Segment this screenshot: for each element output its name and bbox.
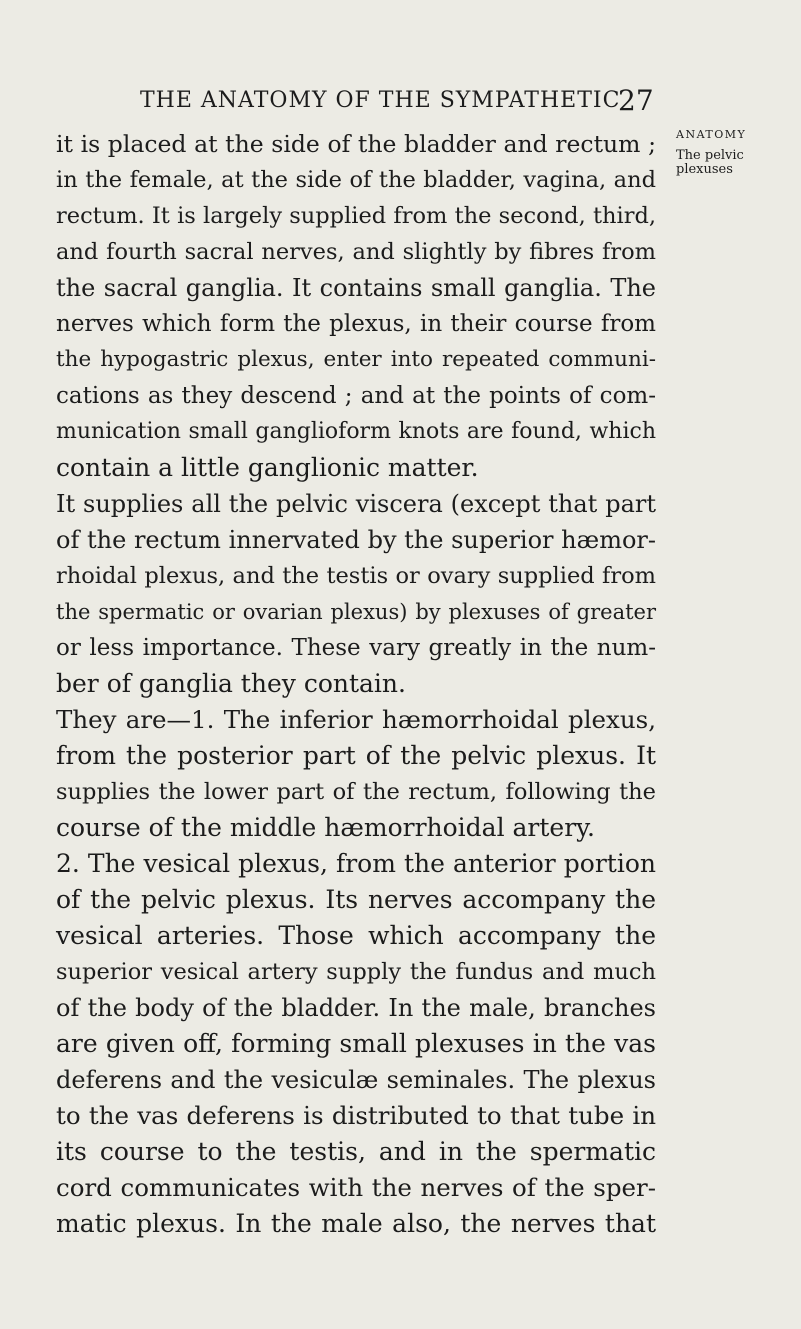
text-line: to the vas deferens is distributed to that tube in	[56, 1101, 656, 1130]
text-line: it is placed at the side of the bladder and rectum ;	[56, 130, 656, 158]
text-line: rectum. It is largely supplied from the second, third,	[56, 203, 656, 229]
text-line: and fourth sacral nerves, and slightly by fibres from	[56, 239, 656, 265]
text-line: deferens and the vesiculæ seminales. The plexus	[56, 1066, 656, 1094]
text-line: or less importance. These vary greatly in the num-	[56, 635, 656, 661]
text-line: of the pelvic plexus. Its nerves accompany the	[56, 885, 656, 914]
body-text	[56, 126, 656, 1242]
text-line: cord communicates with the nerves of the sper-	[56, 1173, 656, 1202]
text-line: munication small ganglioform knots are found, which	[56, 419, 656, 444]
text-line: It supplies all the pelvic viscera (except that part	[56, 490, 656, 518]
text-line: course of the middle hæmorrhoidal artery.	[56, 813, 595, 842]
text-line: supplies the lower part of the rectum, following the	[56, 779, 656, 805]
running-head: THE ANATOMY OF THE SYMPATHETIC	[140, 88, 621, 113]
text-line: of the rectum innervated by the superior hæmor-	[56, 526, 656, 554]
text-line: nerves which form the plexus, in their course from	[56, 311, 656, 337]
margin-note: The pelvic plexuses	[676, 148, 744, 177]
text-line: of the body of the bladder. In the male, branches	[56, 994, 656, 1022]
margin-section-label: ANATOMY	[676, 128, 747, 141]
margin-notes	[676, 128, 796, 177]
text-line: 2. The vesical plexus, from the anterior portion	[56, 849, 656, 878]
text-line: are given off, forming small plexuses in the vas	[56, 1029, 656, 1058]
text-line: matic plexus. In the male also, the nerves that	[56, 1209, 656, 1238]
page-number: 27	[618, 84, 654, 117]
text-line: vesical arteries. Those which accompany the	[56, 921, 656, 950]
text-line: the sacral ganglia. It contains small ganglia. The	[56, 274, 656, 302]
text-line: rhoidal plexus, and the testis or ovary supplied from	[56, 563, 656, 589]
text-line: ber of ganglia they contain.	[56, 669, 406, 698]
text-line: superior vesical artery supply the fundus and much	[56, 959, 656, 985]
text-line: its course to the testis, and in the spermatic	[56, 1137, 656, 1166]
text-line: the hypogastric plexus, enter into repeated communi-	[56, 347, 656, 372]
text-line: the spermatic or ovarian plexus) by plexuses of greater	[56, 600, 656, 624]
text-line: contain a little ganglionic matter.	[56, 453, 479, 482]
text-line: in the female, at the side of the bladder, vagina, and	[56, 167, 656, 193]
text-line: from the posterior part of the pelvic plexus. It	[56, 741, 656, 770]
text-line: cations as they descend ; and at the points of com-	[56, 383, 656, 409]
text-line: They are—1. The inferior hæmorrhoidal plexus,	[56, 705, 656, 734]
